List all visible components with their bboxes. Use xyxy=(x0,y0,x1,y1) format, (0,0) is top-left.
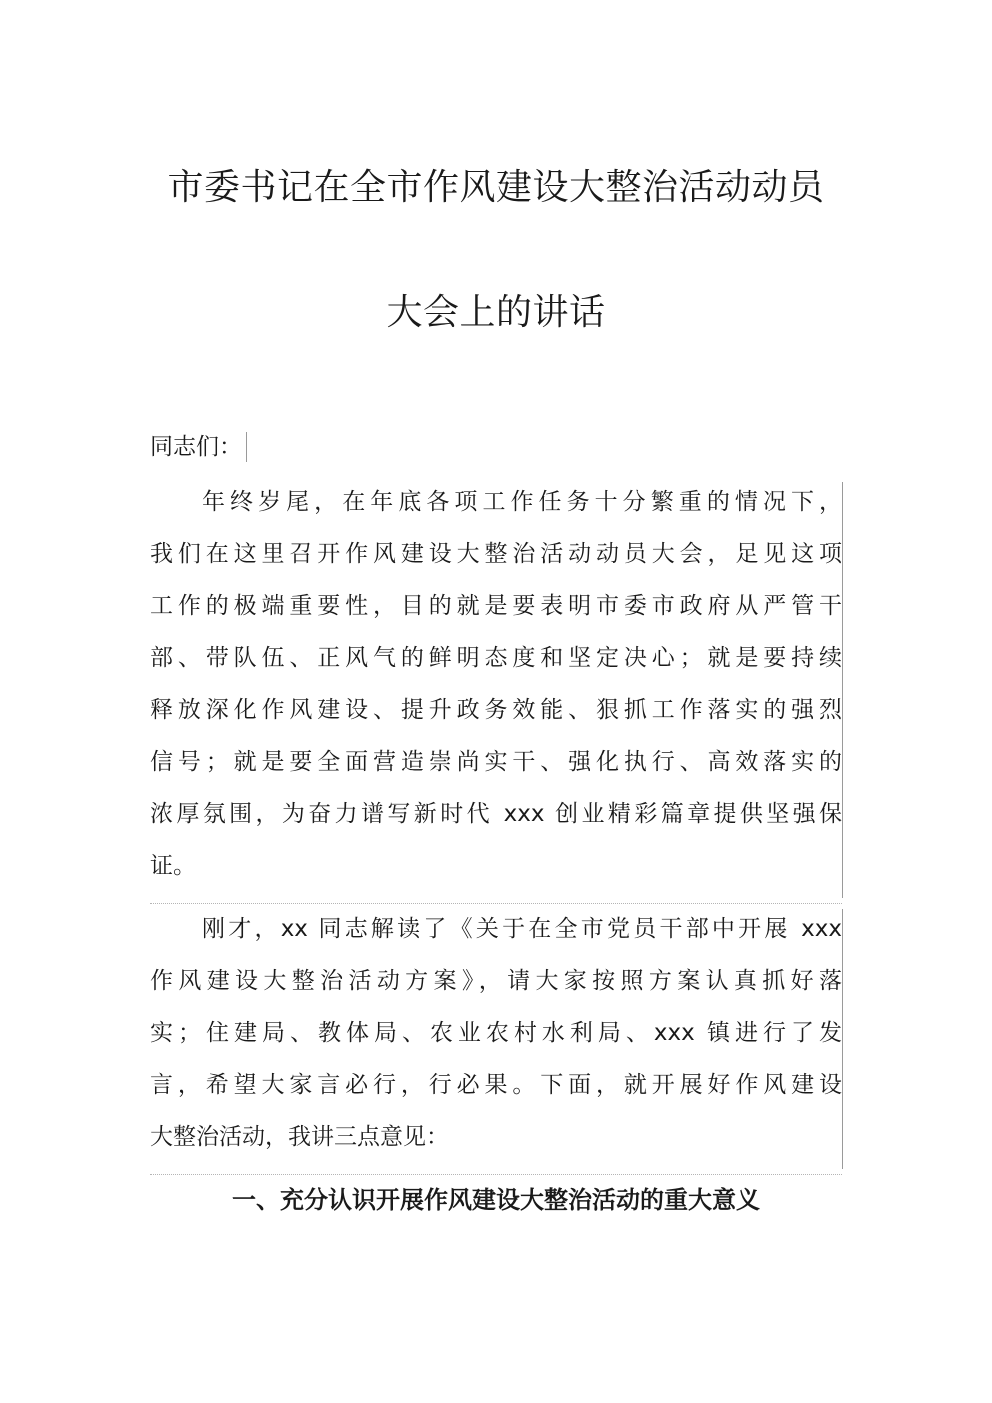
paragraph-line: 刚才，xx 同志解读了《关于在全市党员干部中开展 xxx xyxy=(202,916,842,942)
paragraph-1 xyxy=(150,482,843,898)
document-title-line-2: 大会上的讲话 xyxy=(386,292,606,333)
salutation: 同志们： xyxy=(150,432,247,462)
paragraph-line: 释放深化作风建设、提升政务效能、狠抓工作落实的强烈 xyxy=(150,697,842,723)
paragraph-line: 浓厚氛围，为奋力谱写新时代 xxx 创业精彩篇章提供坚强保 xyxy=(150,801,842,827)
paragraph-2 xyxy=(150,909,843,1169)
paragraph-line: 年终岁尾，在年底各项工作任务十分繁重的情况下， xyxy=(202,489,842,515)
paragraph-line: 证。 xyxy=(150,853,196,879)
paragraph-line: 作风建设大整治活动方案》，请大家按照方案认真抓好落 xyxy=(150,968,842,994)
paragraph-line: 言，希望大家言必行，行必果。下面，就开展好作风建设 xyxy=(150,1072,842,1098)
document-title-line-1: 市委书记在全市作风建设大整治活动动员 xyxy=(167,167,825,208)
paragraph-line: 实；住建局、教体局、农业农村水利局、xxx 镇进行了发 xyxy=(150,1020,842,1046)
paragraph-line: 工作的极端重要性，目的就是要表明市委市政府从严管干 xyxy=(150,593,842,619)
paragraph-line: 部、带队伍、正风气的鲜明态度和坚定决心；就是要持续 xyxy=(150,645,842,671)
paragraph-line: 大整治活动，我讲三点意见： xyxy=(150,1124,449,1150)
paragraph-line: 信号；就是要全面营造崇尚实干、强化执行、高效落实的 xyxy=(150,749,842,775)
section-heading: 一、充分认识开展作风建设大整治活动的重大意义 xyxy=(232,1186,760,1214)
paragraph-line: 我们在这里召开作风建设大整治活动动员大会，足见这项 xyxy=(150,541,842,567)
